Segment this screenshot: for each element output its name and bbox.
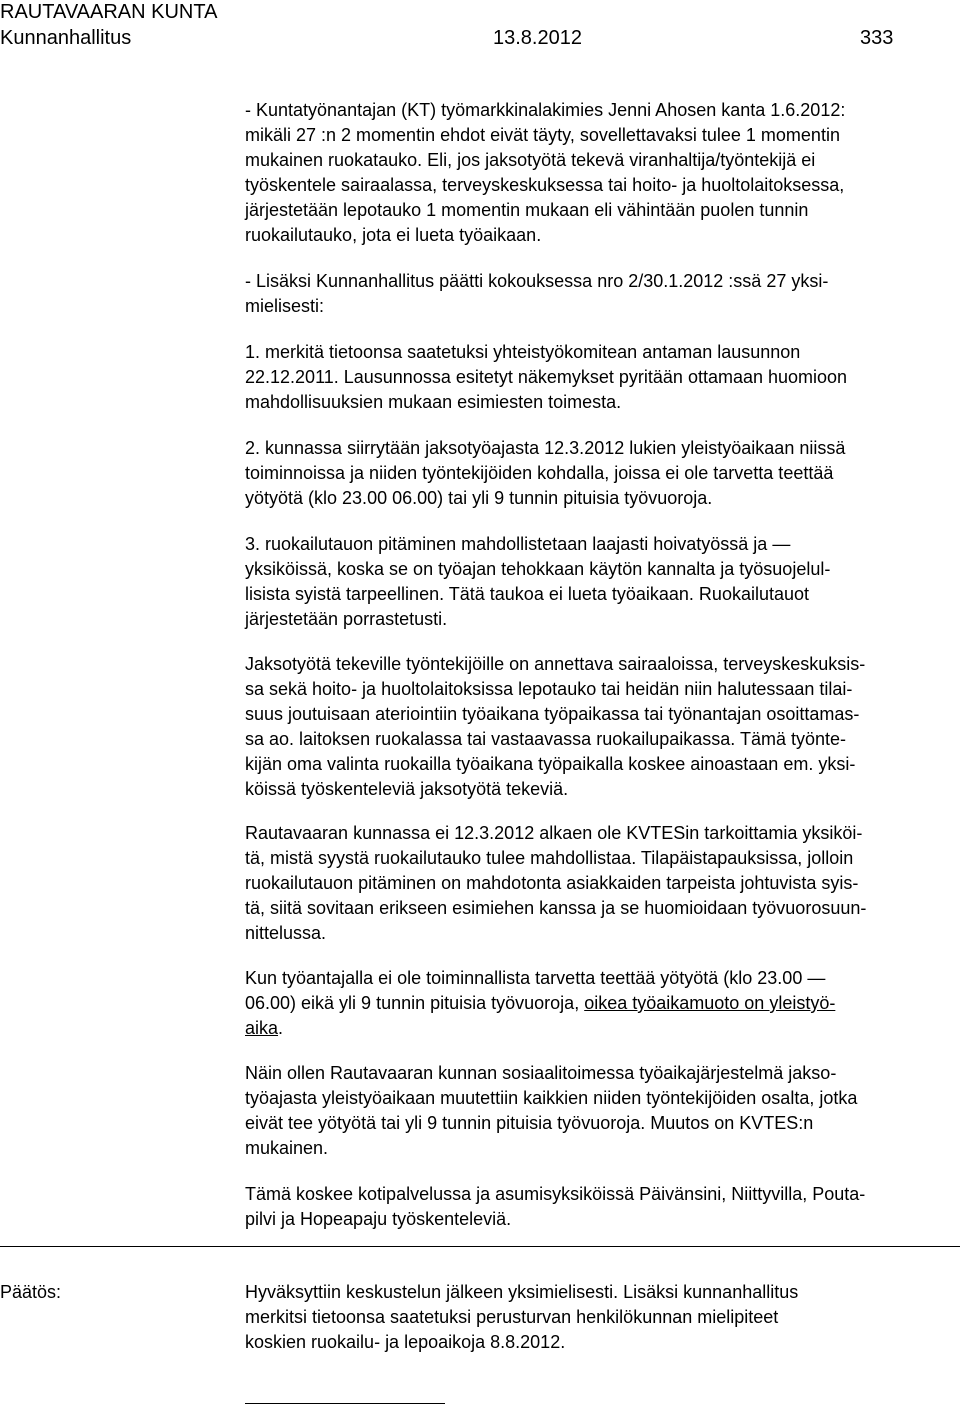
text-line: suus joutuisaan ateriointiin työaikana työpaikassa tai työnantajan osoittamas- [245, 704, 860, 724]
text-line: nittelussa. [245, 923, 327, 943]
text-line: pilvi ja Hopeapaju työskenteleviä. [245, 1209, 512, 1229]
text-line: yötyötä (klo 23.00 06.00) tai yli 9 tunnin pituisia työvuoroja. [245, 488, 713, 508]
text-line: tä, siitä sovitaan erikseen esimiehen kanssa ja se huomioidaan työvuorosuun- [245, 898, 867, 918]
text-line: Tämä koskee kotipalvelussa ja asumisyksiköissä Päivänsini, Niittyvilla, Pouta- [245, 1184, 866, 1204]
section-divider [0, 1246, 960, 1247]
text-line: työajasta yleistyöaikaan muutettiin kaikkien niiden työntekijöiden osalta, jotka [245, 1088, 858, 1108]
text-line: Hyväksyttiin keskustelun jälkeen yksimielisesti. Lisäksi kunnanhallitus [245, 1282, 799, 1302]
decision-label: Päätös: [0, 1282, 62, 1302]
text-line: eivät tee yötyötä tai yli 9 tunnin pituisia työvuoroja. Muutos on KVTES:n [245, 1113, 814, 1133]
text-line: - Kuntatyönantajan (KT) työmarkkinalakimies Jenni Ahosen kanta 1.6.2012: [245, 100, 846, 120]
text-line: 22.12.2011. Lausunnossa esitetyt näkemykset pyritään ottamaan huomioon [245, 367, 848, 387]
text-line: koskien ruokailu- ja lepoaikoja 8.8.2012. [245, 1332, 566, 1352]
text-line: merkitsi tietoonsa saatetuksi perusturvan henkilökunnan mielipiteet [245, 1307, 779, 1327]
text-line: köissä työskenteleviä jaksotyötä tekeviä. [245, 779, 569, 799]
text-line: sa sekä hoito- ja huoltolaitoksissa lepotauko tai heidän niin halutessaan tilai- [245, 679, 853, 699]
text-plain: 06.00) eikä yli 9 tunnin pituisia työvuoroja, [245, 993, 585, 1013]
signature-line [245, 1403, 445, 1404]
text-line: Kun työantajalla ei ole toiminnallista tarvetta teettää yötyötä (klo 23.00 — [245, 968, 826, 988]
text-line: tä, mistä syystä ruokailutauko tulee mahdollistaa. Tilapäistapauksissa, jolloin [245, 848, 854, 868]
text-line: 3. ruokailutauon pitäminen mahdollistetaan laajasti hoivatyössä ja — [245, 534, 791, 554]
text-line: toiminnoissa ja niiden työntekijöiden kohdalla, joissa ei ole tarvetta teettää [245, 463, 834, 483]
text-line: mahdollisuuksien mukaan esimiesten toimesta. [245, 392, 622, 412]
text-line [245, 992, 835, 1014]
text-line: järjestetään lepotauko 1 momentin mukaan eli vähintään puolen tunnin [245, 200, 809, 220]
text-line: mukainen ruokatauko. Eli, jos jaksotyötä tekevä viranhaltija/työntekijä ei [245, 150, 816, 170]
text-line [245, 1017, 283, 1039]
text-line: yksiköissä, koska se on työajan tehokkaan käytön kannalta ja työsuojelul- [245, 559, 831, 579]
text-line: kijän oma valinta ruokailla työaikana työpaikalla koskee ainoastaan em. yksi- [245, 754, 856, 774]
text-line: työskentele sairaalassa, terveyskeskuksessa tai hoito- ja huoltolaitoksessa, [245, 175, 845, 195]
text-line: Näin ollen Rautavaaran kunnan sosiaalitoimessa työaikajärjestelmä jakso- [245, 1063, 837, 1083]
body-name: Kunnanhallitus [0, 27, 132, 49]
text-line: ruokailutauon pitäminen on mahdotonta asiakkaiden tarpeista johtuvista syis- [245, 873, 859, 893]
text-line: mikäli 27 :n 2 momentin ehdot eivät täyty, sovellettavaksi tulee 1 momentin [245, 125, 840, 145]
text-line: 1. merkitä tietoonsa saatetuksi yhteistyökomitean antaman lausunnon [245, 342, 801, 362]
text-line: lisista syistä tarpeellinen. Tätä taukoa ei lueta työaikaan. Ruokailutauot [245, 584, 810, 604]
text-line: mielisesti: [245, 296, 325, 316]
underlined-text: oikea työaikamuoto on yleistyö- [584, 993, 836, 1013]
text-line: 2. kunnassa siirrytään jaksotyöajasta 12.3.2012 lukien yleistyöaikaan niissä [245, 438, 846, 458]
text-plain: . [278, 1018, 284, 1038]
text-line: mukainen. [245, 1138, 329, 1158]
text-line: järjestetään porrastetusti. [245, 609, 448, 629]
underlined-text: aika [245, 1018, 279, 1038]
text-line: Jaksotyötä tekeville työntekijöille on annettava sairaaloissa, terveyskeskuksis- [245, 654, 866, 674]
meeting-date: 13.8.2012 [493, 27, 582, 49]
text-line: Rautavaaran kunnassa ei 12.3.2012 alkaen ole KVTESin tarkoittamia yksiköi- [245, 823, 863, 843]
text-line: - Lisäksi Kunnanhallitus päätti kokouksessa nro 2/30.1.2012 :ssä 27 yksi- [245, 271, 829, 291]
org-name: RAUTAVAARAN KUNTA [0, 1, 218, 23]
text-line: sa ao. laitoksen ruokalassa tai vastaavassa ruokailupaikassa. Tämä työnte- [245, 729, 846, 749]
text-line: ruokailutauko, jota ei lueta työaikaan. [245, 225, 542, 245]
page-number: 333 [860, 27, 894, 49]
